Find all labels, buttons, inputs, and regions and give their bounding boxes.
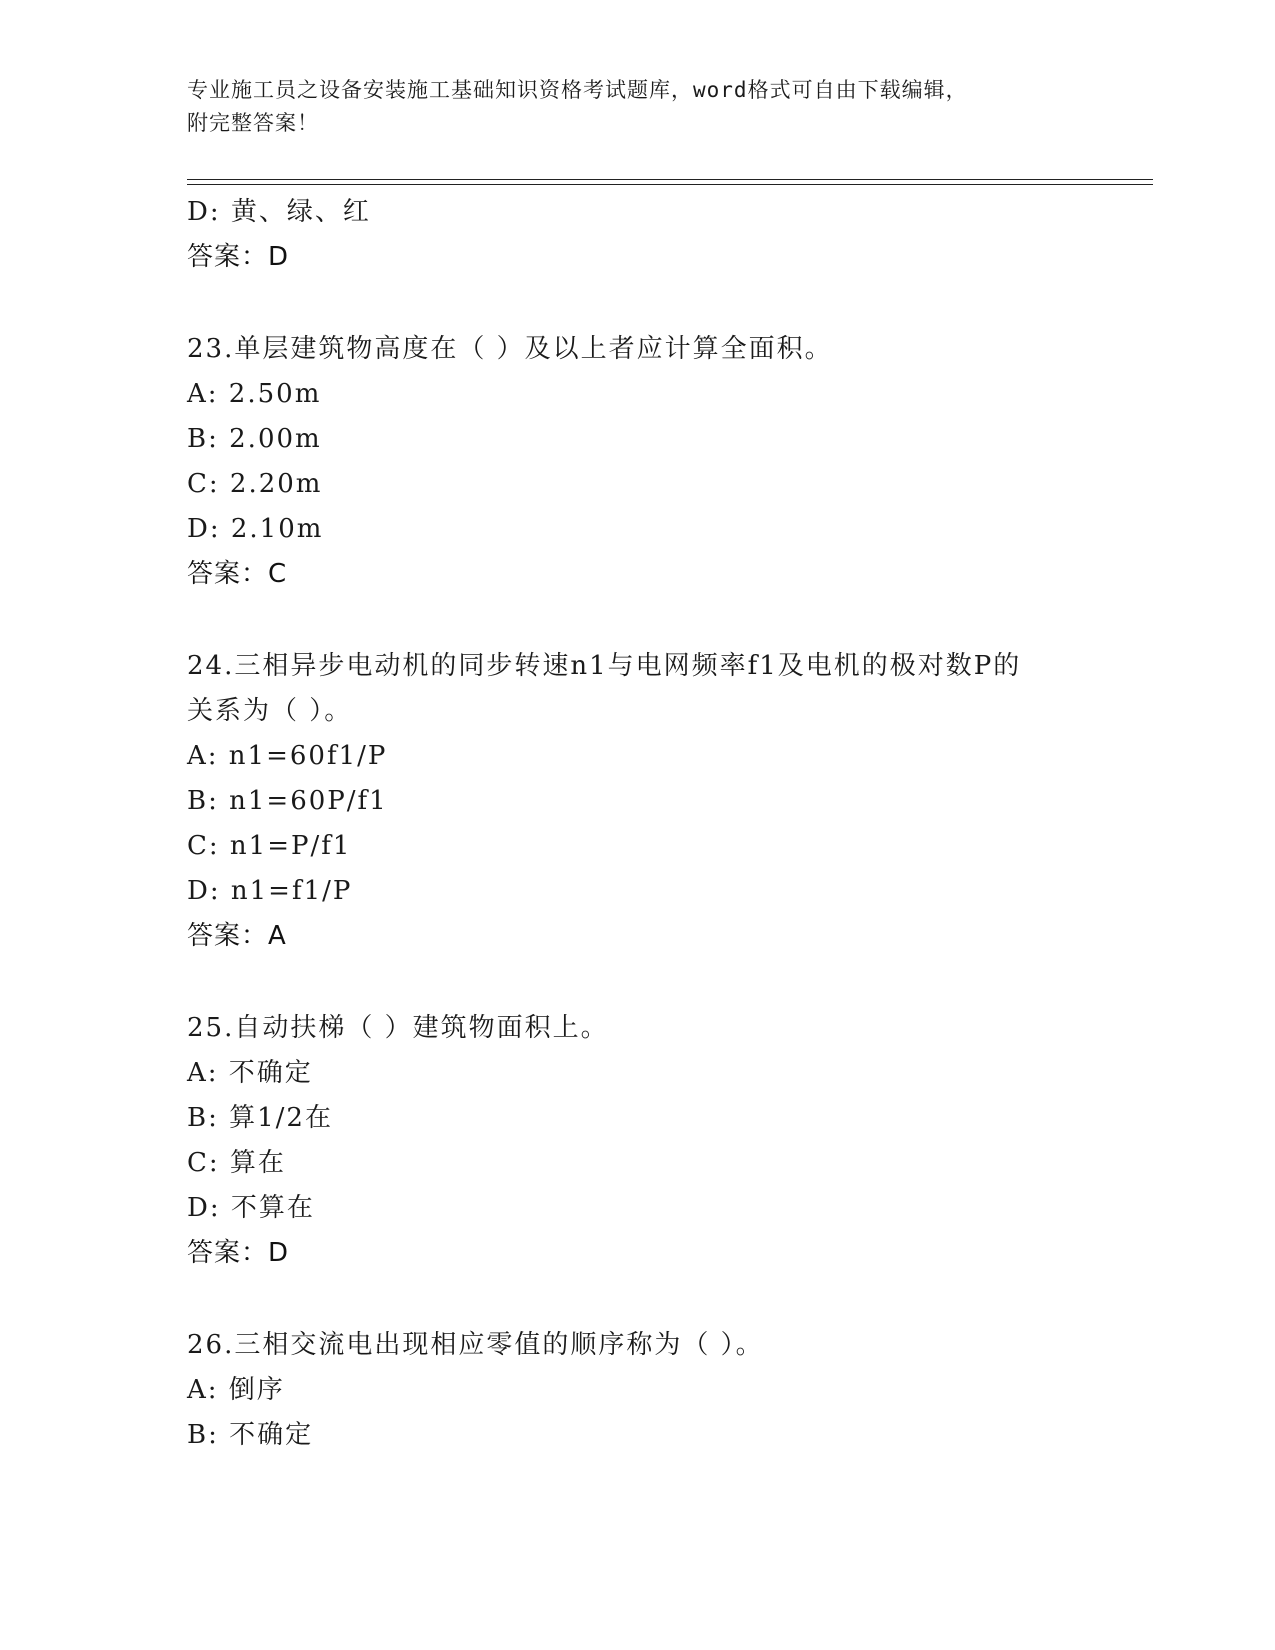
answer-line: 答案：D (187, 1238, 290, 1268)
option-a: A: 2.50m (187, 379, 322, 409)
option-d: D: n1=f1/P (187, 876, 353, 906)
question-stem: 23.单层建筑物高度在（ ）及以上者应计算全面积。 (187, 334, 833, 364)
question-block-26 (187, 1323, 1107, 1458)
option-d: D: 黄、绿、红 (187, 197, 371, 227)
answer-line: 答案：C (187, 559, 288, 589)
option-c: C: 2.20m (187, 469, 323, 499)
answer-line: 答案：A (187, 921, 287, 951)
question-list (187, 190, 1107, 1458)
question-stem-continued: 关系为（ ）。 (187, 696, 353, 726)
option-b: B: 算1/2在 (187, 1103, 333, 1133)
question-block-25 (187, 1006, 1107, 1276)
option-c: C: n1=P/f1 (187, 831, 352, 861)
option-b: B: n1=60P/f1 (187, 786, 388, 816)
option-b: B: 2.00m (187, 424, 322, 454)
question-block-23 (187, 327, 1107, 597)
question-stem: 24.三相异步电动机的同步转速n1与电网频率f1及电机的极对数P的 (187, 651, 1022, 681)
header-title-line-1: 专业施工员之设备安装施工基础知识资格考试题库，word格式可自由下载编辑， (187, 78, 968, 102)
option-b: B: 不确定 (187, 1420, 314, 1450)
option-a: A: 不确定 (187, 1058, 313, 1088)
question-block-24 (187, 644, 1107, 959)
spacer (187, 597, 1107, 644)
option-d: D: 2.10m (187, 514, 324, 544)
header-divider-bottom (187, 184, 1153, 185)
spacer (187, 959, 1107, 1006)
header-divider-top (187, 179, 1153, 180)
document-header (187, 74, 1067, 140)
option-c: C: 算在 (187, 1148, 286, 1178)
option-d: D: 不算在 (187, 1193, 315, 1223)
answer-line: 答案：D (187, 242, 290, 272)
question-block-22 (187, 190, 1107, 280)
option-a: A: 倒序 (187, 1375, 285, 1405)
header-title-line-2: 附完整答案！ (187, 111, 319, 135)
spacer (187, 280, 1107, 327)
question-stem: 26.三相交流电出现相应零值的顺序称为（ ）。 (187, 1330, 764, 1360)
question-stem: 25.自动扶梯（ ）建筑物面积上。 (187, 1013, 609, 1043)
spacer (187, 1276, 1107, 1323)
option-a: A: n1=60f1/P (187, 741, 388, 771)
